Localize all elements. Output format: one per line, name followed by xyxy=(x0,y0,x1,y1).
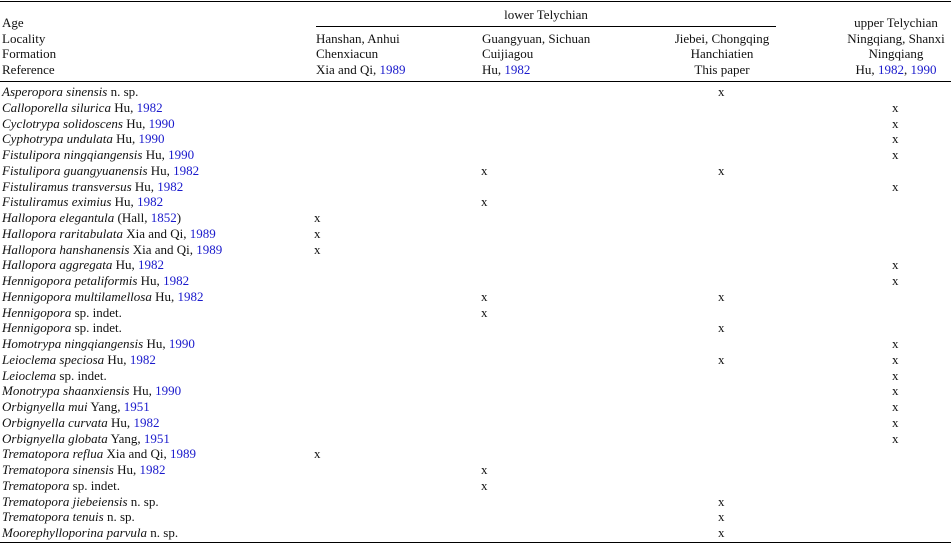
table-row xyxy=(2,242,222,258)
occurrence-mark: x xyxy=(718,351,725,367)
species-name: Trematopora reflua xyxy=(2,446,104,462)
table-row xyxy=(2,226,216,242)
table-row xyxy=(2,210,181,226)
species-author: Hu, xyxy=(131,178,158,194)
species-name: Asperopora sinensis xyxy=(2,84,108,99)
species-author: n. sp. xyxy=(147,525,179,540)
occurrence-mark: x xyxy=(481,462,488,477)
col4-locality: Ningqiang, Shanxi xyxy=(847,31,945,46)
col2-locality: Guangyuan, Sichuan xyxy=(482,31,591,46)
col1-reference xyxy=(316,62,406,78)
citation-year-link[interactable]: 1982 xyxy=(163,273,190,288)
occurrence-mark: x xyxy=(481,194,488,210)
species-author: Hu, xyxy=(104,351,130,367)
col2-reference xyxy=(482,62,530,78)
occurrence-mark: x xyxy=(314,210,321,225)
col4-ref-text: Hu, xyxy=(855,62,878,77)
table-row xyxy=(2,163,199,179)
occurrence-mark: x xyxy=(892,131,899,147)
citation-year-link[interactable]: 1989 xyxy=(196,241,223,257)
species-name: Monotrypa shaanxiensis xyxy=(2,383,130,399)
col2-ref-year-link[interactable]: 1982 xyxy=(504,62,531,77)
species-name: Hennigopora xyxy=(2,320,72,336)
species-author: sp. indet. xyxy=(56,367,107,383)
table-row xyxy=(2,494,159,510)
species-author: sp. indet. xyxy=(69,477,120,493)
row-label-locality: Locality xyxy=(2,31,46,46)
species-author: Hu, xyxy=(107,414,134,430)
table-row xyxy=(2,320,122,336)
species-author: Yang, xyxy=(107,430,144,446)
species-name: Hallopora aggregata xyxy=(2,257,113,273)
species-name: Hennigopora xyxy=(2,304,72,320)
table-row xyxy=(2,273,189,289)
occurrence-mark: x xyxy=(892,257,899,273)
header-rule xyxy=(0,81,951,82)
citation-year-link[interactable]: 1951 xyxy=(143,430,170,446)
species-author: Hu, xyxy=(111,194,138,210)
table-row xyxy=(2,399,150,415)
table-row xyxy=(2,462,165,478)
occurrence-mark: x xyxy=(718,84,725,99)
species-name: Hallopora hanshanensis xyxy=(2,241,130,257)
table-row xyxy=(2,383,181,399)
citation-year-link[interactable]: 1951 xyxy=(123,399,150,414)
table-row xyxy=(2,179,183,195)
row-label-formation: Formation xyxy=(2,46,57,61)
citation-year-link[interactable]: 1989 xyxy=(189,225,216,241)
occurrence-mark: x xyxy=(892,178,899,194)
table-row xyxy=(2,100,163,116)
table-row xyxy=(2,147,194,163)
citation-year-link[interactable]: 1990 xyxy=(138,131,165,147)
occurrence-mark: x xyxy=(892,351,899,367)
occurrence-mark: x xyxy=(718,288,725,304)
species-author: Hu, xyxy=(110,99,137,115)
occurrence-mark: x xyxy=(892,383,899,399)
citation-tail: ) xyxy=(176,210,182,225)
occurrence-mark: x xyxy=(314,241,321,257)
col4-age: upper Telychian xyxy=(854,15,938,30)
species-author: Yang, xyxy=(87,399,124,414)
table-row xyxy=(2,368,107,384)
occurrence-mark: x xyxy=(892,273,899,288)
citation-year-link[interactable]: 1982 xyxy=(177,288,204,304)
species-author: Hu, xyxy=(112,257,139,273)
table-row xyxy=(2,352,156,368)
table-row xyxy=(2,446,196,462)
col1-ref-year-link[interactable]: 1989 xyxy=(379,62,406,77)
occurrence-mark: x xyxy=(718,493,725,509)
species-author: Hu, xyxy=(129,383,156,399)
citation-year-link[interactable]: 1982 xyxy=(136,99,163,115)
top-rule xyxy=(0,1,951,2)
citation-year-link[interactable]: 1982 xyxy=(129,351,156,367)
col3-reference: This paper xyxy=(694,62,750,77)
species-author: Hu, xyxy=(113,462,140,477)
citation-year-link[interactable]: 1990 xyxy=(168,147,195,162)
table-row xyxy=(2,431,170,447)
citation-year-link[interactable]: 1982 xyxy=(138,257,165,273)
occurrence-mark: x xyxy=(892,115,899,131)
species-name: Hennigopora petaliformis xyxy=(2,273,138,288)
citation-year-link[interactable]: 1982 xyxy=(157,178,184,194)
occurrence-mark: x xyxy=(892,147,899,162)
table-row xyxy=(2,478,120,494)
species-author: (Hall, xyxy=(114,210,151,225)
col1-ref-text: Xia and Qi, xyxy=(316,62,380,77)
table-row xyxy=(2,305,122,321)
citation-year-link[interactable]: 1852 xyxy=(150,210,177,225)
species-name: Orbignyella globata xyxy=(2,430,108,446)
species-author: n. sp. xyxy=(127,493,159,509)
species-name: Fistuliramus eximius xyxy=(2,194,112,210)
species-author: sp. indet. xyxy=(71,320,122,336)
occurrence-mark: x xyxy=(892,430,899,446)
occurrence-mark: x xyxy=(892,367,899,383)
species-name: Orbignyella curvata xyxy=(2,414,108,430)
col1-formation: Chenxiacun xyxy=(316,46,379,61)
species-author: n. sp. xyxy=(107,84,139,99)
species-name: Cyclotrypa solidoscens xyxy=(2,115,123,131)
row-label-age: Age xyxy=(2,15,24,30)
table-row xyxy=(2,415,159,431)
occurrence-mark: x xyxy=(718,509,725,525)
citation-year-link[interactable]: 1989 xyxy=(170,446,197,462)
species-name: Trematopora xyxy=(2,477,70,493)
species-name: Homotrypa ningqiangensis xyxy=(2,336,144,351)
occurrence-mark: x xyxy=(481,477,488,493)
col3-formation: Hanchiatien xyxy=(690,46,754,61)
species-name: Trematopora sinensis xyxy=(2,462,114,477)
species-name: Fistuliramus transversus xyxy=(2,178,132,194)
col4-ref-year2-link[interactable]: 1990 xyxy=(910,62,937,77)
table-row xyxy=(2,289,204,305)
species-name: Calloporella silurica xyxy=(2,99,111,115)
species-name: Orbignyella mui xyxy=(2,399,88,414)
species-author: n. sp. xyxy=(103,509,135,525)
table-row xyxy=(2,257,164,273)
col2-ref-text: Hu, xyxy=(482,62,505,77)
group-label: lower Telychian xyxy=(504,7,588,22)
species-name: Trematopora jiebeiensis xyxy=(2,493,128,509)
citation-year-link[interactable]: 1982 xyxy=(173,162,200,178)
species-author: Hu, xyxy=(143,336,169,351)
col2-formation: Cuijiagou xyxy=(482,46,534,61)
occurrence-mark: x xyxy=(718,162,725,178)
species-author: Xia and Qi, xyxy=(103,446,171,462)
col4-ref-year-link[interactable]: 1982 xyxy=(877,62,904,77)
species-author: Hu, xyxy=(151,288,178,304)
species-name: Fistulipora ningqiangensis xyxy=(2,147,143,162)
species-author: Hu, xyxy=(137,273,164,288)
table-row xyxy=(2,194,163,210)
species-name: Hallopora raritabulata xyxy=(2,225,123,241)
citation-year-link[interactable]: 1990 xyxy=(168,336,195,351)
citation-year-link[interactable]: 1982 xyxy=(139,462,166,477)
species-name: Fistulipora guangyuanensis xyxy=(2,162,148,178)
row-label-reference: Reference xyxy=(2,62,55,77)
table-row xyxy=(2,509,135,525)
table-row xyxy=(2,84,138,100)
species-author: Hu, xyxy=(142,147,169,162)
col1-locality: Hanshan, Anhui xyxy=(316,31,400,46)
col4-formation: Ningqiang xyxy=(868,46,924,61)
table-row xyxy=(2,116,175,132)
citation-year-link[interactable]: 1990 xyxy=(148,115,175,131)
occurrence-mark: x xyxy=(892,99,899,115)
species-name: Leioclema speciosa xyxy=(2,351,105,367)
group-underline xyxy=(316,26,776,27)
citation-year-link[interactable]: 1990 xyxy=(155,383,182,399)
occurrence-mark: x xyxy=(314,446,321,462)
species-author: sp. indet. xyxy=(71,304,122,320)
occurrence-mark: x xyxy=(892,414,899,430)
occurrence-mark: x xyxy=(718,525,725,540)
col3-locality: Jiebei, Chongqing xyxy=(674,31,770,46)
table-row xyxy=(2,336,195,352)
species-author: Hu, xyxy=(122,115,149,131)
occurrence-mark: x xyxy=(481,162,488,178)
occurrence-mark: x xyxy=(892,336,899,351)
occurrence-mark: x xyxy=(892,399,899,414)
citation-year-link[interactable]: 1982 xyxy=(133,414,160,430)
occurrence-mark: x xyxy=(314,225,321,241)
table-row xyxy=(2,525,178,541)
occurrence-mark: x xyxy=(481,288,488,304)
species-name: Hennigopora multilamellosa xyxy=(2,288,152,304)
table-row xyxy=(2,131,165,147)
species-name: Leioclema xyxy=(2,367,57,383)
citation-year-link[interactable]: 1982 xyxy=(137,194,164,210)
species-name: Cyphotrypa undulata xyxy=(2,131,113,147)
species-author: Xia and Qi, xyxy=(123,225,190,241)
bottom-rule xyxy=(0,542,951,543)
species-author: Hu, xyxy=(112,131,139,147)
species-name: Moorephylloporina parvula xyxy=(2,525,148,540)
species-name: Trematopora tenuis xyxy=(2,509,104,525)
col4-reference xyxy=(836,62,951,78)
occurrence-mark: x xyxy=(481,304,488,320)
occurrence-mark: x xyxy=(718,320,725,336)
species-name: Hallopora elegantula xyxy=(2,210,115,225)
col4-ref-sep: , xyxy=(903,62,911,77)
species-author: Hu, xyxy=(147,162,174,178)
species-author: Xia and Qi, xyxy=(129,241,197,257)
